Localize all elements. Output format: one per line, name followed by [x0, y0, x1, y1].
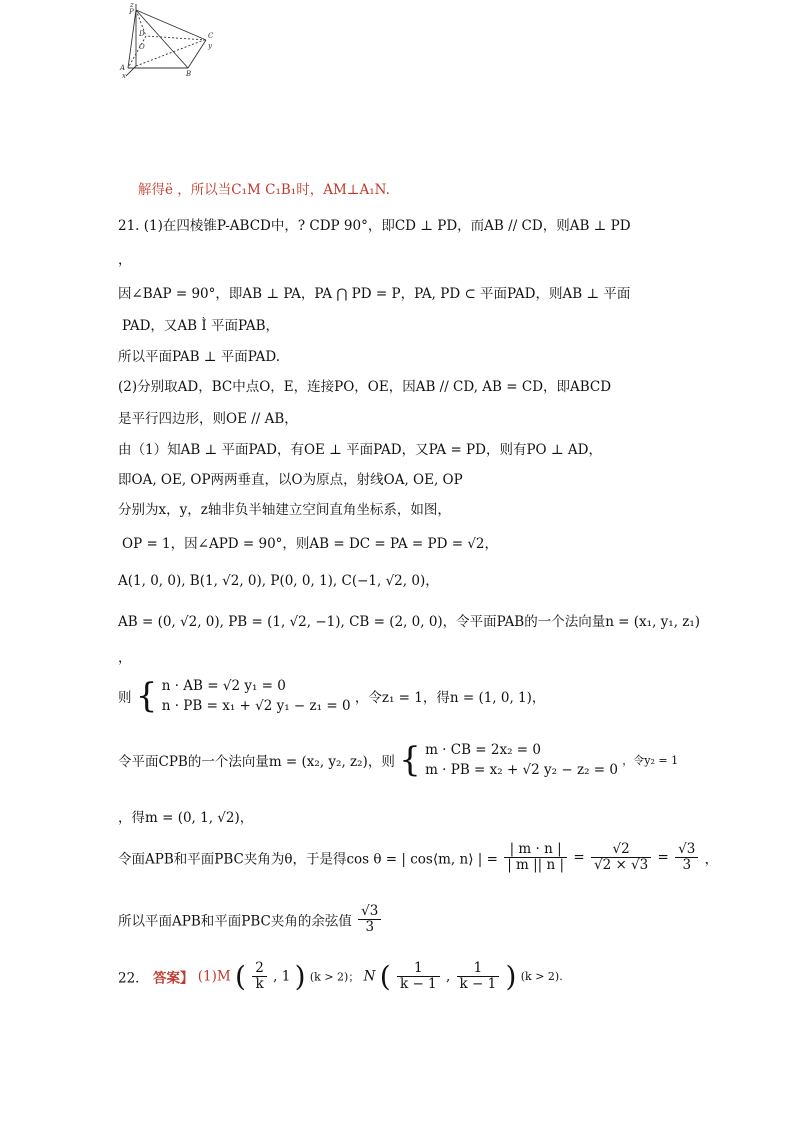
cos-theta-suffix: ， — [704, 851, 719, 868]
solution-line-8: 是平行四边形，则OE // AB， — [118, 411, 298, 427]
cos-theta-prefix: 令面APB和平面PBC夹角为θ，于是得cos θ = | cos⟨m, n⟩ | = — [118, 851, 498, 868]
label-p: P — [129, 8, 134, 16]
answer-n-point: N — [363, 968, 376, 985]
solution-line-18: ，得m = (0, 1, √2)， — [118, 810, 254, 826]
system-2-suffix: ，令y₂ = 1 — [622, 754, 679, 767]
system-1-eq-b: n · PB = x₁ + √2 y₁ − z₁ = 0 — [161, 698, 351, 714]
equals-2: = — [657, 849, 669, 866]
solution-line-5: PAD，又AB Ì 平面PAB， — [122, 318, 280, 334]
system-1-suffix: ，令z₁ = 1，得n = (1, 0, 1)， — [354, 690, 546, 706]
edge-da — [128, 36, 146, 68]
label-c: C — [208, 32, 214, 40]
label-o: O — [139, 43, 145, 51]
edge-bc — [188, 40, 206, 68]
solution-line-15: ， — [118, 650, 132, 666]
cos-fraction-3-den: 3 — [682, 857, 692, 873]
problem-22-number: 22． — [118, 970, 149, 987]
solution-line-9: 由（1）知AB ⊥ 平面PAD，有OE ⊥ 平面PAD，又PA = PD，则有PO ⊥ AD， — [118, 442, 602, 458]
n-comma: , — [445, 968, 451, 985]
cos-fraction-1 — [504, 842, 567, 873]
cos-fraction-3-num: √3 — [675, 842, 698, 858]
edge-pa — [128, 10, 136, 68]
cos-fraction-1-den: | m || n | — [507, 857, 565, 873]
paren-open-2: ( — [379, 960, 391, 993]
solution-line-7: (2)分别取AD，BC中点O，E，连接PO，OE，因AB // CD, AB = CD，即ABCD — [118, 379, 612, 395]
m-condition: (k > 2)； — [309, 970, 360, 984]
system-1-brace: { — [135, 676, 158, 716]
conclusion-line — [118, 904, 383, 935]
label-z: z — [130, 1, 134, 9]
label-d: D — [139, 30, 145, 38]
n-condition: (k > 2). — [520, 970, 563, 983]
answer-label: 答案】 — [152, 970, 194, 987]
system-2-eq-a: m · CB = 2x₂ = 0 — [425, 742, 541, 758]
label-x: x — [122, 72, 126, 80]
n-fraction-2 — [457, 961, 500, 992]
system-2-brace: { — [399, 740, 421, 780]
pyramid-figure — [112, 0, 222, 80]
system-1-prefix: 则 — [118, 690, 132, 706]
y-axis — [136, 40, 204, 66]
paren-close-2: ) — [505, 960, 517, 993]
paren-open-1: ( — [235, 960, 246, 993]
solution-line-12: OP = 1，因∠APD = 90°，则AB = DC = PA = PD = √2， — [122, 536, 499, 552]
n-fraction-1 — [397, 961, 440, 992]
n-fraction-1-den: k − 1 — [399, 976, 437, 992]
m-fraction-num: 2 — [252, 961, 267, 977]
conclusion-fraction — [358, 904, 381, 935]
solution-line-13: A(1, 0, 0), B(1, √2, 0), P(0, 0, 1), C(−1, √2, 0)， — [118, 573, 439, 589]
cos-theta-line — [118, 842, 718, 873]
edge-pb — [136, 10, 188, 68]
label-y: y — [208, 42, 212, 50]
conclusion-fraction-den: 3 — [365, 919, 375, 935]
solution-line-2: 21. (1)在四棱锥P-ABCD中，? CDP 90°，即CD ⊥ PD，而AB // CD，则AB ⊥ PD — [118, 218, 631, 234]
system-2-prefix: 令平面CPB的一个法向量m = (x₂, y₂, z₂)，则 — [118, 754, 395, 770]
cos-fraction-2-num: √2 — [591, 842, 651, 858]
system-2-eq-b: m · PB = x₂ + √2 y₂ − z₂ = 0 — [425, 762, 618, 778]
equals-1: = — [573, 849, 585, 866]
conclusion-fraction-num: √3 — [358, 904, 381, 920]
solution-line-3: ， — [118, 252, 132, 268]
solution-line-4: 因∠BAP = 90°，即AB ⊥ PA，PA ⋂ PD = P，PA, PD ⊂ 平面PAD，则AB ⊥ 平面 — [118, 286, 631, 302]
solution-line-6: 所以平面PAB ⊥ 平面PAD. — [118, 349, 281, 365]
m-second-coord: , 1 — [273, 968, 291, 985]
cos-fraction-2 — [591, 842, 651, 873]
label-b: B — [186, 70, 192, 78]
n-fraction-1-num: 1 — [397, 961, 440, 977]
cos-fraction-2-den: √2 × √3 — [593, 857, 649, 873]
m-fraction-den: k — [255, 976, 264, 992]
solution-line-14: AB = (0, √2, 0), PB = (1, √2, −1), CB = (2, 0, 0)，令平面PAB的一个法向量n = (x₁, y₁, z₁) — [118, 614, 701, 630]
paren-close-1: ) — [294, 960, 306, 993]
system-1-eq-a: n · AB = √2 y₁ = 0 — [161, 678, 286, 694]
conclusion-text: 所以平面APB和平面PBC夹角的余弦值 — [118, 913, 352, 930]
solution-line-10: 即OA, OE, OP两两垂直，以O为原点，射线OA, OE, OP — [118, 472, 463, 488]
solution-line-1: 解得ë ，所以当C₁M C₁B₁时，AM⊥A₁N. — [138, 182, 390, 198]
n-fraction-2-num: 1 — [457, 961, 500, 977]
equation-system-1 — [118, 676, 545, 716]
m-fraction — [252, 961, 267, 992]
edge-pc — [136, 10, 206, 40]
answer-m-point: (1)M — [197, 968, 231, 985]
x-axis — [126, 66, 136, 76]
cos-fraction-1-num: | m · n | — [504, 842, 567, 858]
label-a: A — [120, 64, 126, 72]
solution-line-11: 分别为x，y，z轴非负半轴建立空间直角坐标系，如图， — [118, 502, 451, 518]
answer-22-line — [118, 960, 563, 993]
n-fraction-2-den: k − 1 — [459, 976, 497, 992]
cos-fraction-3 — [675, 842, 698, 873]
equation-system-2 — [118, 740, 678, 780]
